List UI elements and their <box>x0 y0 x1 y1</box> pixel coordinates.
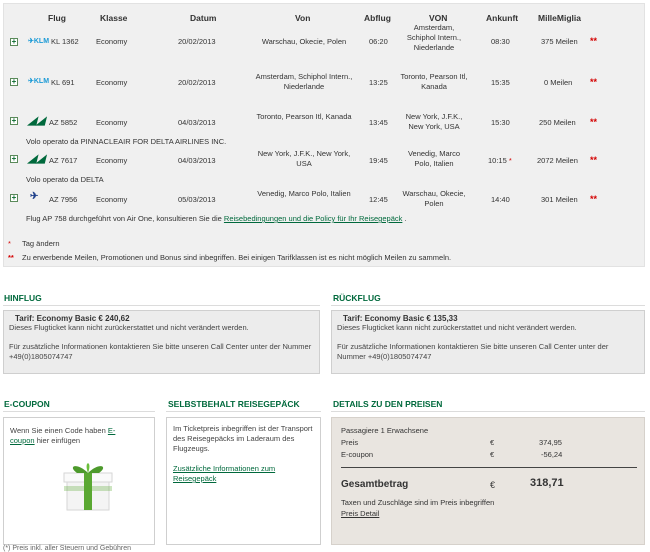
flight-nach: Venedig, Marco Polo, Italien <box>407 149 461 168</box>
preis-detail-link[interactable]: Preis Detail <box>341 509 380 518</box>
total-divider <box>341 467 637 468</box>
stars: ** <box>590 117 598 127</box>
flight-von: Toronto, Pearson Itl, Kanada <box>256 112 352 121</box>
hinflug-title: HINFLUG <box>4 293 42 303</box>
flight-abflug: 19:45 <box>369 156 388 165</box>
ecoupon-value: -56,24 <box>541 450 563 459</box>
divider <box>331 411 645 412</box>
rueckflug-title: RÜCKFLUG <box>333 293 381 303</box>
header-flug: Flug <box>48 13 66 23</box>
baggage-policy-link[interactable]: Reisebedingungen und die Policy für Ihr Reisegepäck <box>223 214 403 223</box>
flight-meilen: 2072 Meilen <box>537 156 578 165</box>
flight-datum: 20/02/2013 <box>178 37 216 46</box>
flight-abflug: 13:25 <box>369 78 388 87</box>
flight-nach: Toronto, Pearson Itl, Kanada <box>400 72 468 91</box>
hinflug-line1: Dieses Flugticket kann nicht zurückerstattet und nicht verändert werden. <box>9 323 249 332</box>
flight-ankunft: 14:40 <box>491 195 510 204</box>
expand-icon[interactable]: + <box>11 116 17 125</box>
flight-abflug: 13:45 <box>369 118 388 127</box>
flight-meilen: 250 Meilen <box>539 118 576 127</box>
expand-icon[interactable]: + <box>11 154 17 163</box>
flight-ankunft: 15:35 <box>491 78 510 87</box>
flight-von: New York, J.F.K., New York, USA <box>257 149 351 168</box>
divider <box>3 411 155 412</box>
flight-von: Warschau, Okecie, Polen <box>261 37 347 46</box>
preise-title: DETAILS ZU DEN PREISEN <box>333 399 443 409</box>
header-nach: VON <box>429 13 448 23</box>
flight-klasse: Economy <box>96 78 128 87</box>
flight-meilen: 375 Meilen <box>541 37 578 46</box>
total-currency: € <box>490 480 496 490</box>
legend-star2: ** Zu erwerbende Meilen, Promotionen und Bonus sind inbegriffen. Bei einigen Tarifklassen ist es nicht möglich Meilen zu sammeln. <box>8 253 452 262</box>
flight-code: AZ 5852 <box>49 118 78 127</box>
airone-logo-icon: ✈ <box>30 191 39 202</box>
divider <box>166 411 321 412</box>
flight-code: KL 1362 <box>51 37 79 46</box>
klm-logo-icon: ✈KLM <box>28 38 50 45</box>
flight-meilen: 0 Meilen <box>544 78 573 87</box>
operated-note: Volo operato da DELTA <box>26 175 104 184</box>
flight-abflug: 06:20 <box>369 37 388 46</box>
passagiere: Passagiere 1 Erwachsene <box>341 426 429 435</box>
rueckflug-tarif: Tarif: Economy Basic € 135,33 <box>343 314 458 323</box>
operated-note: Volo operato da PINNACLEAIR FOR DELTA AIRLINES INC. <box>26 137 227 146</box>
gepaeck-info-link[interactable]: Zusätzliche Informationen zum Reisegepäck <box>173 464 276 483</box>
stars: ** <box>590 194 598 204</box>
price-box <box>331 417 645 545</box>
flight-von: Venedig, Marco Polo, Italien <box>257 189 351 198</box>
flight-ankunft: 15:30 <box>491 118 510 127</box>
header-ankunft: Ankunft <box>486 13 519 23</box>
flight-code: AZ 7617 <box>49 156 78 165</box>
header-datum: Datum <box>190 13 217 23</box>
ecoupon-label: E-coupon <box>341 450 374 459</box>
flight-klasse: Economy <box>96 195 128 204</box>
legend-star1: * Tag ändern <box>8 239 60 248</box>
hinflug-tarif: Tarif: Economy Basic € 240,62 <box>15 314 130 323</box>
rueckflug-line2: Für zusätzliche Informationen kontaktieren Sie bitte unseren Call Center unter der Nummer +49(0)1805074747 <box>337 342 609 361</box>
flight-klasse: Economy <box>96 156 128 165</box>
hinflug-line2: Für zusätzliche Informationen kontaktieren Sie bitte unseren Call Center unter der Nummer +49(0)1805074747 <box>9 342 312 361</box>
flight-ankunft: 08:30 <box>491 37 510 46</box>
preis-value: 374,95 <box>539 438 562 447</box>
flights-panel <box>3 3 645 267</box>
ecoupon-box <box>3 417 155 545</box>
gift-icon <box>59 458 117 512</box>
preis-currency: € <box>490 438 495 447</box>
divider <box>331 305 645 306</box>
flight-nach: Amsterdam, Schiphol Intern., Niederlande <box>406 23 462 52</box>
ecoupon-link[interactable]: E-coupon <box>10 426 116 445</box>
klm-logo-icon: ✈KLM <box>28 78 50 85</box>
flight-ankunft: 10:15 * <box>488 156 512 165</box>
flight-datum: 04/03/2013 <box>178 156 216 165</box>
flight-nach: Warschau, Okecie, Polen <box>402 189 466 208</box>
ecoupon-text: Wenn Sie einen Code haben E-coupon hier einfügen <box>10 426 116 445</box>
header-abflug: Abflug <box>364 13 391 23</box>
rueckflug-box <box>331 310 645 374</box>
expand-icon[interactable]: + <box>11 37 17 46</box>
gepaeck-text: Im Ticketpreis inbegriffen ist der Transport des Reisegepäcks im Laderaum des Flugzeugs. <box>173 424 313 453</box>
flight-datum: 20/02/2013 <box>178 78 216 87</box>
flight-datum: 05/03/2013 <box>178 195 216 204</box>
ap-note: Flug AP 758 durchgeführt von Air One, konsultieren Sie die Reisebedingungen und die Policy für Ihr Reisegepäck . <box>26 214 407 223</box>
flight-code: KL 691 <box>51 78 75 87</box>
preis-label: Preis <box>341 438 359 447</box>
flight-datum: 04/03/2013 <box>178 118 216 127</box>
flight-von: Amsterdam, Schiphol Intern., Niederlande <box>255 72 353 91</box>
header-meilen: MilleMiglia <box>538 13 581 23</box>
expand-icon[interactable]: + <box>11 77 17 86</box>
header-klasse: Klasse <box>100 13 128 23</box>
gepaeck-box <box>166 417 321 545</box>
alitalia-logo-icon: ◢◢ <box>28 115 45 127</box>
flight-meilen: 301 Meilen <box>541 195 578 204</box>
ecoupon-currency: € <box>490 450 495 459</box>
stars: ** <box>590 77 598 87</box>
stars: ** <box>590 155 598 165</box>
alitalia-logo-icon: ◢◢ <box>28 153 45 165</box>
divider <box>3 305 320 306</box>
gepaeck-title: SELBSTBEHALT REISEGEPÄCK <box>168 399 300 409</box>
flight-klasse: Economy <box>96 37 128 46</box>
footer-note: (*) Preis inkl. aller Steuern und Gebühren <box>3 545 132 552</box>
stars: ** <box>590 36 598 46</box>
total-value: 318,71 <box>530 477 564 489</box>
tax-text: Taxen und Zuschläge sind im Preis inbegriffen <box>341 498 495 507</box>
hinflug-box <box>3 310 320 374</box>
rueckflug-line1: Dieses Flugticket kann nicht zurückerstattet und nicht verändert werden. <box>337 323 577 332</box>
header-von: Von <box>295 13 311 23</box>
total-label: Gesamtbetrag <box>341 479 409 490</box>
flight-klasse: Economy <box>96 118 128 127</box>
flight-code: AZ 7956 <box>49 195 78 204</box>
flight-abflug: 12:45 <box>369 195 388 204</box>
expand-icon[interactable]: + <box>11 193 17 202</box>
ecoupon-title: E-COUPON <box>4 399 50 409</box>
flight-nach: New York, J.F.K., New York, USA <box>405 112 463 131</box>
